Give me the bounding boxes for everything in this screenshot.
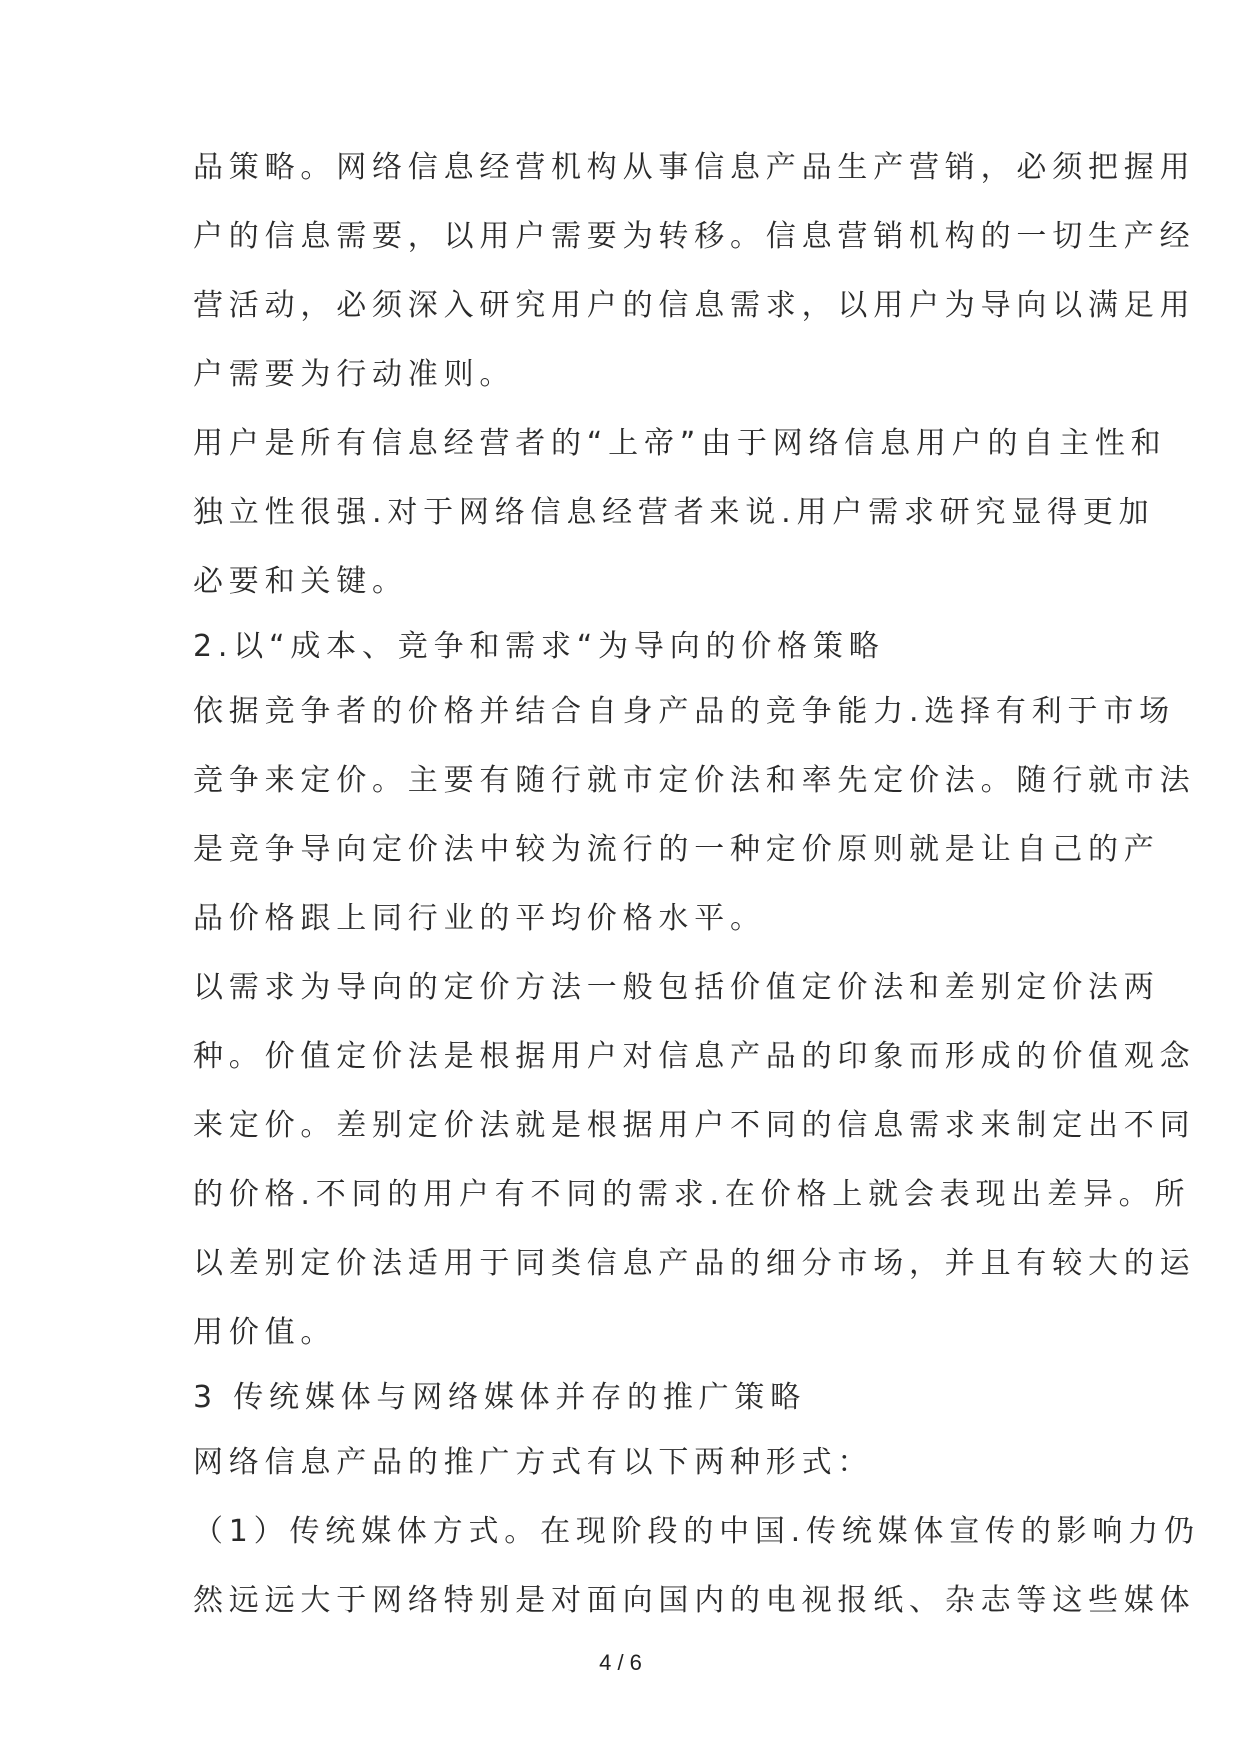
text-line: 用户是所有信息经营者的“上帝”由于网络信息用户的自主性和 [193,426,1167,461]
text-line: 营活动，必须深入研究用户的信息需求，以用户为导向以满足用 [193,288,1196,323]
text-line: 户的信息需要，以用户需要为转移。信息营销机构的一切生产经 [193,219,1196,254]
text-line: 用价值。 [193,1315,337,1350]
text-line: 以差别定价法适用于同类信息产品的细分市场，并且有较大的运 [193,1246,1196,1281]
text-line: 网络信息产品的推广方式有以下两种形式： [193,1445,874,1480]
text-line: 种。价值定价法是根据用户对信息产品的印象而形成的价值观念 [193,1039,1196,1074]
section-heading: 2.以“成本、竞争和需求“为导向的价格策略 [193,629,885,664]
text-line: 户需要为行动准则。 [193,357,516,392]
text-line: 必要和关键。 [193,564,408,599]
text-line: 然远远大于网络特别是对面向国内的电视报纸、杂志等这些媒体 [193,1583,1196,1618]
text-line: 品策略。网络信息经营机构从事信息产品生产营销，必须把握用 [193,150,1196,185]
text-line: 以需求为导向的定价方法一般包括价值定价法和差别定价法两 [193,970,1160,1005]
text-line: 是竞争导向定价法中较为流行的一种定价原则就是让自己的产 [193,832,1160,867]
text-line: （1）传统媒体方式。在现阶段的中国.传统媒体宣传的影响力仍 [193,1514,1200,1549]
section-heading: 3 传统媒体与网络媒体并存的推广策略 [193,1380,807,1415]
text-line: 的价格.不同的用户有不同的需求.在价格上就会表现出差异。所 [193,1177,1191,1212]
text-line: 品价格跟上同行业的平均价格水平。 [193,901,766,936]
text-line: 独立性很强.对于网络信息经营者来说.用户需求研究显得更加 [193,495,1155,530]
text-line: 来定价。差别定价法就是根据用户不同的信息需求来制定出不同 [193,1108,1196,1143]
page-number: 4 / 6 [599,1650,642,1675]
text-line: 依据竞争者的价格并结合自身产品的竞争能力.选择有利于市场 [193,694,1175,729]
text-line: 竞争来定价。主要有随行就市定价法和率先定价法。随行就市法 [193,763,1196,798]
